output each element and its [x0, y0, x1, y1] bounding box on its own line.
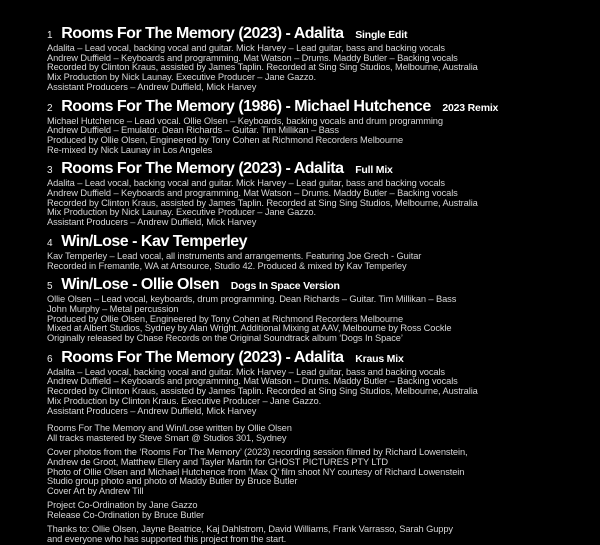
footer-line: Photo of Ollie Olsen and Michael Hutchence from ‘Max Q’ film shoot NY courtesy of Richard Lowenstein	[47, 466, 465, 477]
track-entry-1	[47, 24, 580, 93]
credit-line: Mix Production by Nick Launay. Executive Producer – Jane Gazzo.	[47, 207, 316, 218]
track-entry-2	[47, 97, 580, 156]
track-title-row	[47, 348, 580, 366]
credit-line: Andrew Duffield – Keyboards and programming. Mat Watson – Drums. Maddy Butler – Backing vocals	[47, 52, 458, 63]
credit-line: Produced by Ollie Olsen, Engineered by Tony Cohen at Richmond Recorders Melbourne	[47, 134, 404, 145]
footer-line: Thanks to: Ollie Olsen, Jayne Beatrice, Kaj Dahlstrom, David Williams, Frank Varrasso, Sarah Guppy	[47, 524, 453, 535]
track-title: Rooms For The Memory (1986) - Michael Hutchence	[61, 97, 431, 115]
credit-line: Assistant Producers – Andrew Duffield, Mick Harvey	[47, 81, 257, 92]
credit-line: John Murphy – Metal percussion	[47, 303, 179, 314]
footer-line: Rooms For The Memory and Win/Lose written by Ollie Olsen	[47, 423, 292, 434]
track-title-row	[47, 97, 580, 115]
track-number: 6	[47, 353, 53, 365]
track-title: Win/Lose - Ollie Olsen	[61, 276, 220, 294]
credit-line: Re-mixed by Nick Launay in Los Angeles	[47, 144, 213, 155]
footer-line: Cover Art by Andrew Till	[47, 486, 144, 496]
track-number: 4	[47, 237, 53, 249]
track-number: 3	[47, 165, 53, 177]
footer-line: Andrew de Groot, Matthew Ellery and Tayler Martin for GHOST PICTURES PTY LTD	[47, 456, 388, 467]
footer-line: All tracks mastered by Steve Smart @ Studios 301, Sydney	[47, 432, 287, 443]
credit-line: Recorded by Clinton Kraus, assisted by James Taplin. Recorded at Sing Sing Studios, Melbourne, Australia	[47, 197, 478, 208]
credit-line: Recorded by Clinton Kraus, assisted by James Taplin. Recorded at Sing Sing Studios, Melbourne, Australia	[47, 386, 478, 397]
track-title: Rooms For The Memory (2023) - Adalita	[61, 25, 344, 42]
credit-line: Recorded by Clinton Kraus, assisted by James Taplin. Recorded at Sing Sing Studios, Melbourne, Australia	[47, 62, 478, 73]
credit-line: Adalita – Lead vocal, backing vocal and guitar. Mick Harvey – Lead guitar, bass and backing vocals	[47, 43, 445, 53]
track-credits	[47, 295, 580, 344]
track-number: 2	[47, 102, 53, 114]
track-title-row	[47, 24, 580, 42]
track-number: 5	[47, 281, 53, 293]
credit-line: Originally released by Chase Records on the Original Soundtrack album ‘Dogs In Space’	[47, 333, 403, 344]
track-title: Win/Lose - Kav Temperley	[61, 232, 248, 250]
credit-line: Adalita – Lead vocal, backing vocal and guitar. Mick Harvey – Lead guitar, bass and backing vocals	[47, 178, 445, 189]
track-entry-3	[47, 159, 580, 228]
track-credits	[47, 44, 580, 93]
track-subtitle: 2023 Remix	[442, 101, 499, 114]
credit-line: Mix Production by Nick Launay. Executive Producer – Jane Gazzo.	[47, 72, 316, 83]
credit-line: Mixed at Albert Studios, Sydney by Alan Wright. Additional Mixing at AAV, Melbourne by Ross Cockle	[47, 323, 452, 334]
footer-notes	[47, 424, 580, 544]
footer-line: Release Co-Ordination by Bruce Butler	[47, 509, 205, 520]
track-list	[47, 24, 580, 416]
credit-line: Recorded in Fremantle, WA at Artsource, Studio 42. Produced & mixed by Kav Temperley	[47, 260, 407, 271]
track-subtitle: Kraus Mix	[355, 352, 404, 365]
credit-line: Michael Hutchence – Lead vocal. Ollie Olsen – Keyboards, backing vocals and drum programming	[47, 115, 443, 126]
credit-line: Assistant Producers – Andrew Duffield, Mick Harvey	[47, 405, 257, 416]
credit-line: Produced by Ollie Olsen, Engineered by Tony Cohen at Richmond Recorders Melbourne	[47, 313, 404, 324]
track-credits	[47, 252, 580, 271]
track-credits	[47, 117, 580, 156]
track-entry-4	[47, 232, 580, 271]
credit-line: Andrew Duffield – Emulator. Dean Richards – Guitar. Tim Millikan – Bass	[47, 125, 339, 136]
credit-line: Ollie Olsen – Lead vocal, keyboards, drum programming. Dean Richards – Guitar. Tim Millikan – Bass	[47, 294, 457, 305]
credit-line: Andrew Duffield – Keyboards and programming. Mat Watson – Drums. Maddy Butler – Backing vocals	[47, 376, 458, 387]
credit-line: Assistant Producers – Andrew Duffield, Mick Harvey	[47, 217, 257, 228]
track-credits	[47, 368, 580, 417]
track-subtitle: Single Edit	[355, 29, 408, 41]
footer-line: Cover photos from the ‘Rooms For The Memory’ (2023) recording session filmed by Richard Lowenstein,	[47, 447, 468, 458]
track-entry-5	[47, 275, 580, 344]
credit-line: Andrew Duffield – Keyboards and programming. Mat Watson – Drums. Maddy Butler – Backing vocals	[47, 188, 458, 199]
track-number: 1	[47, 30, 53, 41]
track-subtitle: Dogs In Space Version	[230, 280, 340, 293]
track-subtitle: Full Mix	[355, 164, 393, 177]
track-title-row	[47, 159, 580, 177]
track-title: Rooms For The Memory (2023) - Adalita	[61, 348, 344, 366]
track-title: Rooms For The Memory (2023) - Adalita	[61, 160, 344, 178]
credit-line: Kav Temperley – Lead vocal, all instruments and arrangements. Featuring Joe Grech - Guitar	[47, 250, 422, 261]
credit-line: Adalita – Lead vocal, backing vocal and guitar. Mick Harvey – Lead guitar, bass and backing vocals	[47, 366, 445, 377]
credit-line: Mix Production by Clinton Kraus. Executive Producer – Jane Gazzo.	[47, 395, 322, 406]
track-entry-6	[47, 348, 580, 417]
footer-line: and everyone who has supported this project from the start.	[47, 533, 287, 544]
track-title-row	[47, 232, 580, 250]
footer-line: Project Co-Ordination by Jane Gazzo	[47, 500, 198, 511]
track-credits	[47, 179, 580, 228]
footer-line: Studio group photo and photo of Maddy Butler by Bruce Butler	[47, 476, 298, 487]
track-title-row	[47, 275, 580, 293]
